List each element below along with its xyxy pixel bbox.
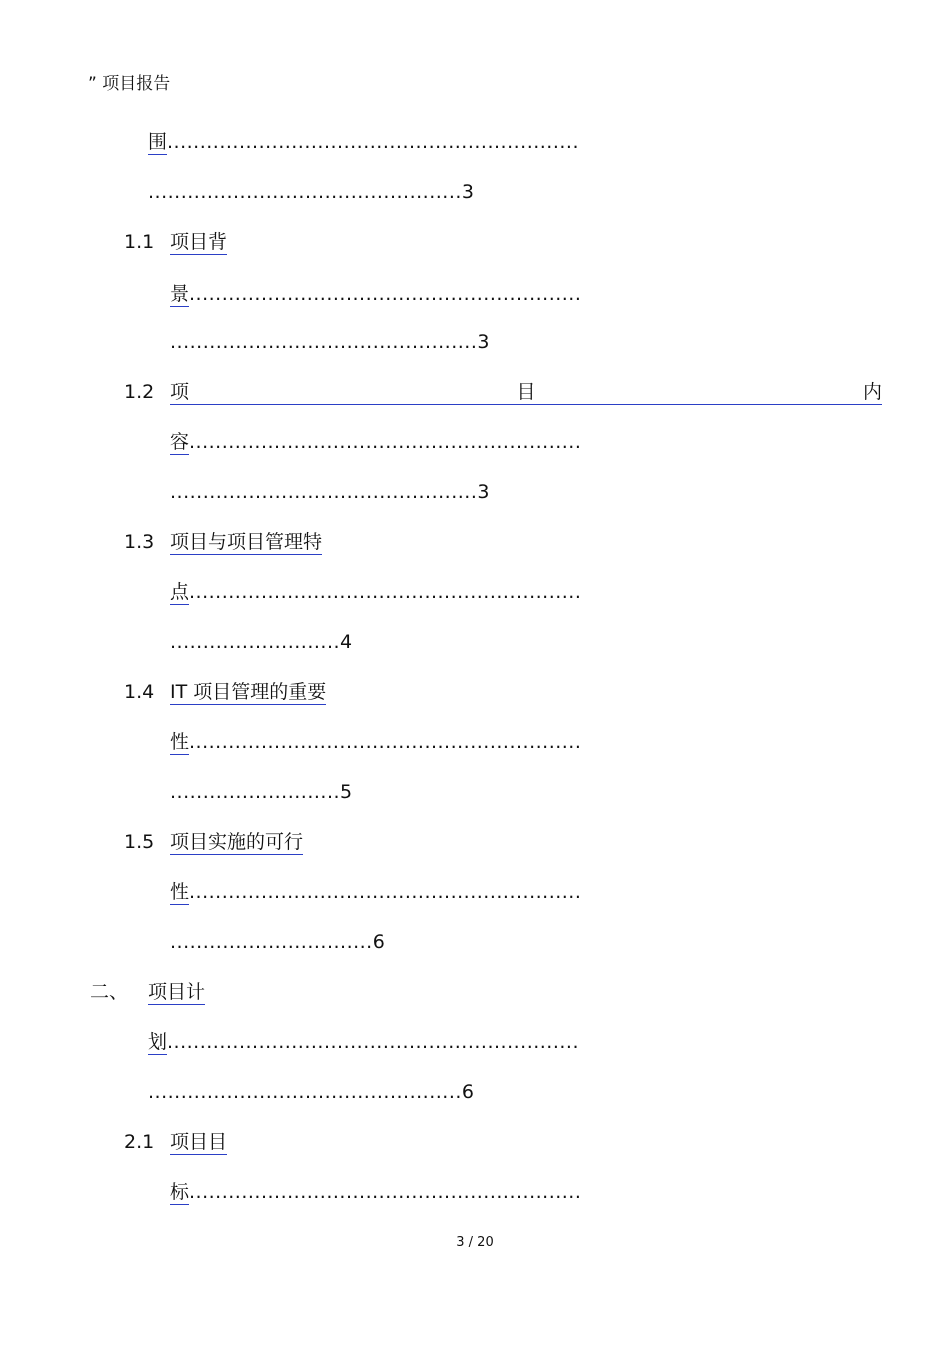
toc-link-text[interactable]: 容 <box>170 431 190 453</box>
toc-title-char: 目 <box>516 381 536 403</box>
toc-leader-dots: ............................................................... <box>167 1031 580 1053</box>
toc-page-number: 6 <box>372 931 385 953</box>
toc-link-text[interactable]: 景 <box>170 283 190 305</box>
toc-link-title-spread[interactable] <box>170 380 882 405</box>
toc-entry-1-1[interactable] <box>124 230 227 254</box>
toc-section-number: 1.4 <box>124 681 155 703</box>
toc-title-char: 内 <box>862 381 882 403</box>
toc-link-text[interactable]: 性 <box>170 881 190 903</box>
toc-leader-dots: ............................................... <box>170 481 478 503</box>
toc-entry-page-line[interactable] <box>148 1080 474 1104</box>
toc-entry-continuation[interactable] <box>170 282 581 306</box>
toc-leader-dots: ............................................................ <box>189 431 582 453</box>
toc-entry-1-4[interactable] <box>124 680 326 704</box>
toc-page-number: 5 <box>340 781 353 803</box>
toc-section-number: 1.3 <box>124 531 155 553</box>
toc-leader-dots: ............................... <box>170 931 373 953</box>
toc-link-title[interactable]: IT 项目管理的重要 <box>170 681 327 703</box>
toc-entry-chapter-2[interactable] <box>90 980 205 1004</box>
toc-entry-continuation[interactable] <box>148 130 579 154</box>
toc-leader-dots: ............................................................ <box>189 731 582 753</box>
toc-entry-page-line[interactable] <box>148 180 474 204</box>
toc-link-title[interactable]: 项目背 <box>170 231 228 253</box>
toc-leader-dots: ............................................................... <box>167 131 580 153</box>
toc-section-number: 1.5 <box>124 831 155 853</box>
toc-entry-1-2[interactable] <box>124 380 882 405</box>
toc-title-char: 项 <box>170 381 190 403</box>
toc-page-number: 4 <box>340 631 353 653</box>
toc-section-number: 1.2 <box>124 381 155 403</box>
toc-link-title[interactable]: 项目目 <box>170 1131 228 1153</box>
toc-entry-page-line[interactable] <box>170 330 489 354</box>
toc-page-number: 6 <box>461 1081 474 1103</box>
toc-link-text[interactable]: 点 <box>170 581 190 603</box>
toc-entry-page-line[interactable] <box>170 480 489 504</box>
toc-leader-dots: ................................................ <box>148 181 462 203</box>
toc-entry-continuation[interactable] <box>170 430 581 454</box>
toc-link-text[interactable]: 划 <box>148 1031 168 1053</box>
toc-link-text[interactable]: 性 <box>170 731 190 753</box>
toc-leader-dots: .......................... <box>170 781 341 803</box>
toc-leader-dots: ............................................................ <box>189 1181 582 1203</box>
toc-entry-page-line[interactable] <box>170 630 352 654</box>
toc-entry-continuation[interactable] <box>170 880 581 904</box>
toc-section-number: 1.1 <box>124 231 155 253</box>
toc-page-number: 3 <box>461 181 474 203</box>
toc-entry-page-line[interactable] <box>170 930 385 954</box>
toc-entry-continuation[interactable] <box>170 1180 581 1204</box>
toc-link-title[interactable]: 项目与项目管理特 <box>170 531 323 553</box>
toc-leader-dots: ............................................................ <box>189 283 582 305</box>
toc-entry-1-3[interactable] <box>124 530 322 554</box>
toc-entry-continuation[interactable] <box>170 730 581 754</box>
toc-leader-dots: ............................................... <box>170 331 478 353</box>
document-header: ” 项目报告 <box>88 74 171 94</box>
toc-section-number: 2.1 <box>124 1131 155 1153</box>
toc-page-number: 3 <box>477 331 490 353</box>
toc-link-title[interactable]: 项目实施的可行 <box>170 831 304 853</box>
toc-entry-page-line[interactable] <box>170 780 352 804</box>
toc-entry-continuation[interactable] <box>148 1030 579 1054</box>
toc-page-number: 3 <box>477 481 490 503</box>
toc-link-title[interactable]: 项目计 <box>148 981 206 1003</box>
toc-leader-dots: ................................................ <box>148 1081 462 1103</box>
toc-entry-2-1[interactable] <box>124 1130 227 1154</box>
toc-leader-dots: ............................................................ <box>189 581 582 603</box>
toc-link-text[interactable]: 标 <box>170 1181 190 1203</box>
toc-entry-continuation[interactable] <box>170 580 581 604</box>
page-indicator: 3 / 20 <box>456 1235 494 1250</box>
toc-leader-dots: .......................... <box>170 631 341 653</box>
toc-entry-1-5[interactable] <box>124 830 303 854</box>
toc-leader-dots: ............................................................ <box>189 881 582 903</box>
toc-chapter-number: 二、 <box>90 981 129 1003</box>
toc-link-text[interactable]: 围 <box>148 131 168 153</box>
